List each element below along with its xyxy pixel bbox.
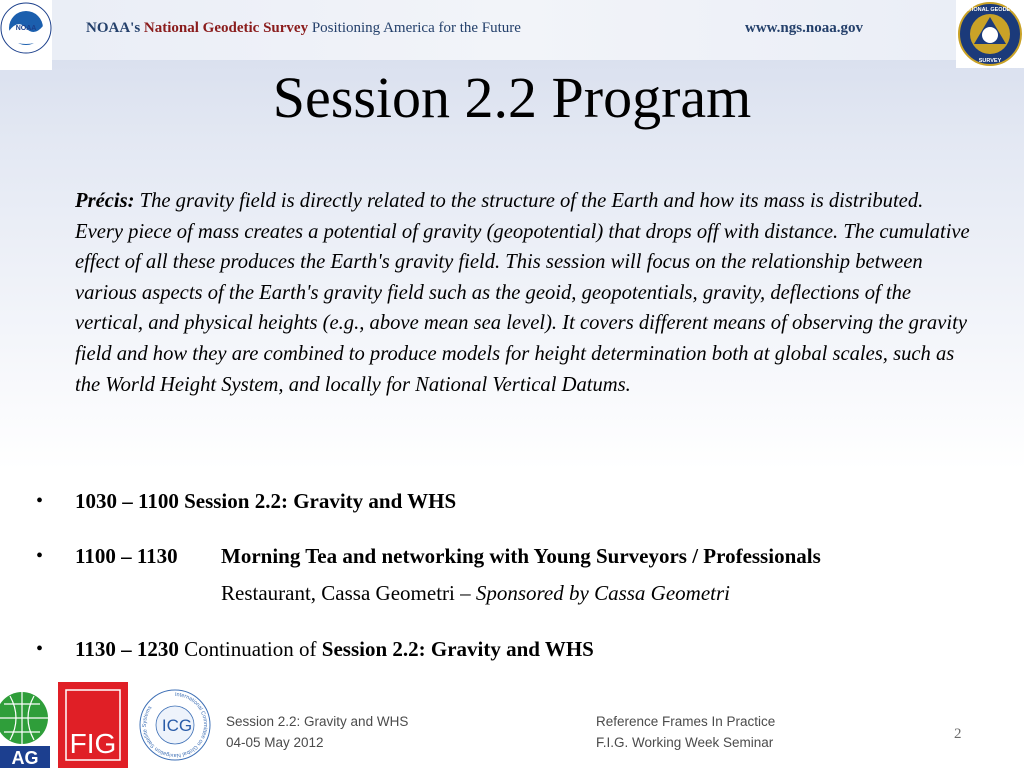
footer-event-line2: F.I.G. Working Week Seminar <box>596 735 774 750</box>
icg-logo <box>138 688 212 762</box>
schedule-item-title: Morning Tea and networking with Young Surveyors / Professionals <box>221 544 821 568</box>
schedule-item-prefix: Continuation of <box>178 637 322 661</box>
page-number: 2 <box>954 726 962 742</box>
schedule-item-venue <box>221 581 730 606</box>
fig-logo <box>58 682 128 768</box>
seal-top-text: NATIONAL GEODETIC <box>960 7 1020 13</box>
ngs-seal-logo <box>956 0 1024 68</box>
sponsor-text: Sponsored by Cassa Geometri <box>475 581 730 605</box>
bullet-marker: • <box>36 545 44 567</box>
header-tagline <box>86 20 521 37</box>
footer-date: 04-05 May 2012 <box>226 735 324 750</box>
header-org-prefix: NOAA's <box>86 20 141 36</box>
bullet-marker: • <box>36 490 44 512</box>
footer-session: Session 2.2: Gravity and WHS <box>226 714 409 729</box>
precis-label: Précis: <box>75 190 135 212</box>
iag-logo <box>0 682 50 768</box>
footer <box>0 682 1024 768</box>
precis-paragraph <box>75 186 970 400</box>
seal-bottom-text: SURVEY <box>978 58 1002 64</box>
icg-logo-text: ICG <box>161 716 193 735</box>
precis-text: The gravity field is directly related to the structure of the Earth and how its mass is distributed. Every piece of mass creates a potential of gravity (geopotential) that drops off with distance. The cumulative effect of all these produces the Earth's gravity field. This session will focus on the relationship between various aspects of the Earth's gravity field such as the geoid, geopotentials, gravity, deflections of the vertical, and physical heights (e.g., above mean sea level). It covers different means of observing the gravity field and how they are combined to produce models for height determination both at global scales, such as the World Height System, and locally for National Vertical Datums. <box>75 190 970 396</box>
footer-event-line1: Reference Frames In Practice <box>596 714 776 729</box>
schedule-item-line <box>75 637 594 662</box>
schedule-item-time: 1100 – 1130 <box>75 544 178 568</box>
venue-text: Restaurant, Cassa Geometri – <box>221 581 476 605</box>
iag-logo-text: AG <box>11 748 39 768</box>
schedule-item-title: 1030 – 1100 Session 2.2: Gravity and WHS <box>75 489 457 513</box>
header-url: www.ngs.noaa.gov <box>745 20 863 36</box>
header-org-name: National Geodetic Survey <box>143 20 309 36</box>
schedule-item-title: Session 2.2: Gravity and WHS <box>321 637 594 661</box>
fig-logo-text: FIG <box>69 728 117 759</box>
noaa-logo-text: NOAA <box>15 25 37 32</box>
bullet-marker: • <box>36 638 44 660</box>
icg-ring-text: International Committee on Global Navigation Satellite Systems <box>141 691 208 759</box>
slide-title: Session 2.2 Program <box>272 65 752 130</box>
schedule-item-time: 1130 – 1230 <box>75 637 179 661</box>
header-tagline-text: Positioning America for the Future <box>311 20 521 36</box>
noaa-logo <box>0 0 52 70</box>
